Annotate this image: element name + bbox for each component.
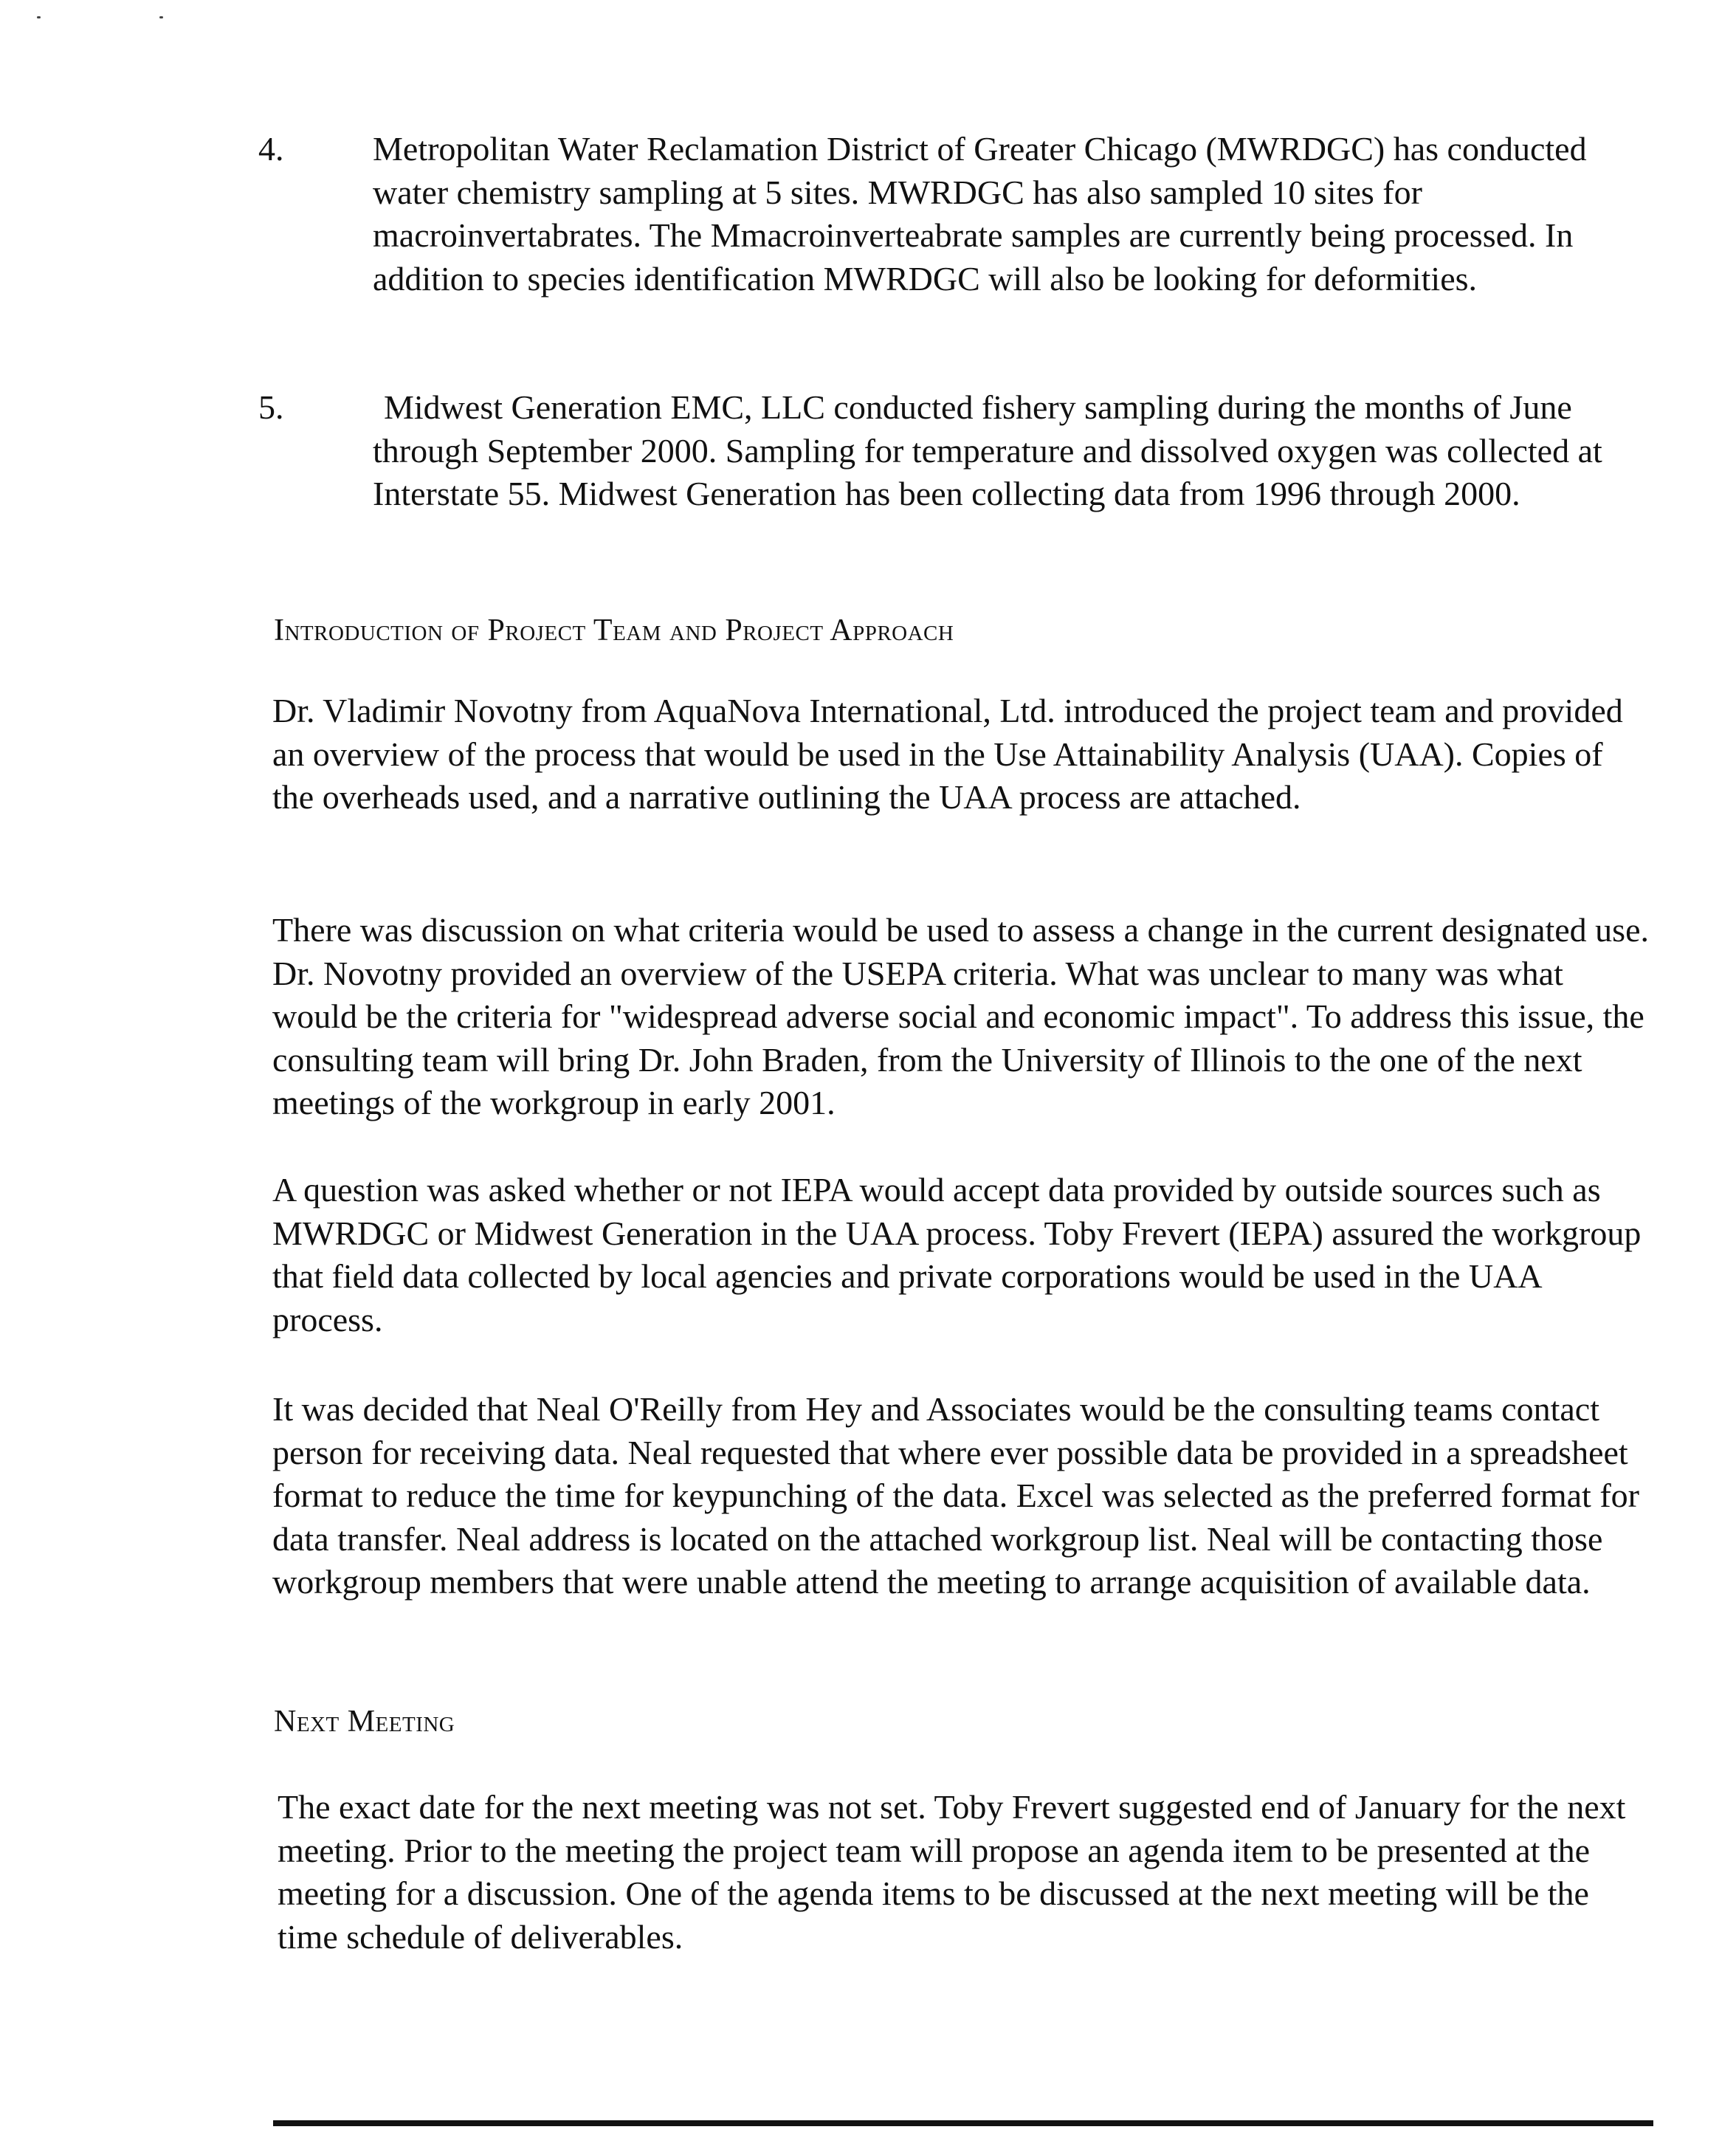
item-text: Midwest Generation EMC, LLC conducted fishery sampling during the months of June through September 2000. Sampling for temperature and dissolved oxygen was collected at Interstate 55. Midwest Generation has been collecting data from 1996 through 2000. xyxy=(373,388,1602,512)
item-number: 4. xyxy=(258,130,284,168)
list-item-5 xyxy=(258,386,1661,516)
paragraph: The exact date for the next meeting was not set. Toby Frevert suggested end of January for the next meeting. Prior to the meeting the project team will propose an agenda item to be presented at the meeting for a discussion. One of the agenda items to be discussed at the next meeting will be the time schedule of deliverables. xyxy=(278,1788,1626,1956)
paragraph: It was decided that Neal O'Reilly from Hey and Associates would be the consulting teams contact person for receiving data. Neal requested that where ever possible data be provided in a spreadsheet format to reduce the time for keypunching of the data. Excel was selected as the preferred format for data transfer. Neal address is located on the attached workgroup list. Neal will be contacting those workgroup members that were unable attend the meeting to arrange acquisition of available data. xyxy=(272,1390,1639,1601)
footer-rule xyxy=(273,2120,1653,2126)
paragraph: There was discussion on what criteria would be used to assess a change in the current designated use. Dr. Novotny provided an overview of the USEPA criteria. What was unclear to many was what would be the criteria for "widespread adverse social and economic impact". To address this issue, the consulting team will bring Dr. John Braden, from the University of Illinois to the one of the next meetings of the workgroup in early 2001. xyxy=(272,911,1649,1121)
paragraph: Dr. Vladimir Novotny from AquaNova International, Ltd. introduced the project team and provided an overview of the process that would be used in the Use Attainability Analysis (UAA). Copies of the overheads used, and a narrative outlining the UAA process are attached. xyxy=(272,692,1623,816)
item-number: 5. xyxy=(258,388,284,426)
scan-mark xyxy=(37,16,41,18)
scan-mark xyxy=(159,16,163,18)
paragraph: A question was asked whether or not IEPA would accept data provided by outside sources such as MWRDGC or Midwest Generation in the UAA process. Toby Frevert (IEPA) assured the workgroup that field data collected by local agencies and private corporations would be used in the UAA process. xyxy=(272,1171,1642,1338)
section-heading-next-meeting: Next Meeting xyxy=(274,1705,455,1739)
list-item-4 xyxy=(258,128,1661,300)
item-text: Metropolitan Water Reclamation District of Greater Chicago (MWRDGC) has conducted water chemistry sampling at 5 sites. MWRDGC has also sampled 10 sites for macroinvertabrates. The Mmacroinverteabrate samples are currently being processed. In addition to species identification MWRDGC will also be looking for deformities. xyxy=(373,130,1587,298)
section-heading-intro: Introduction of Project Team and Project Approach xyxy=(274,613,954,647)
